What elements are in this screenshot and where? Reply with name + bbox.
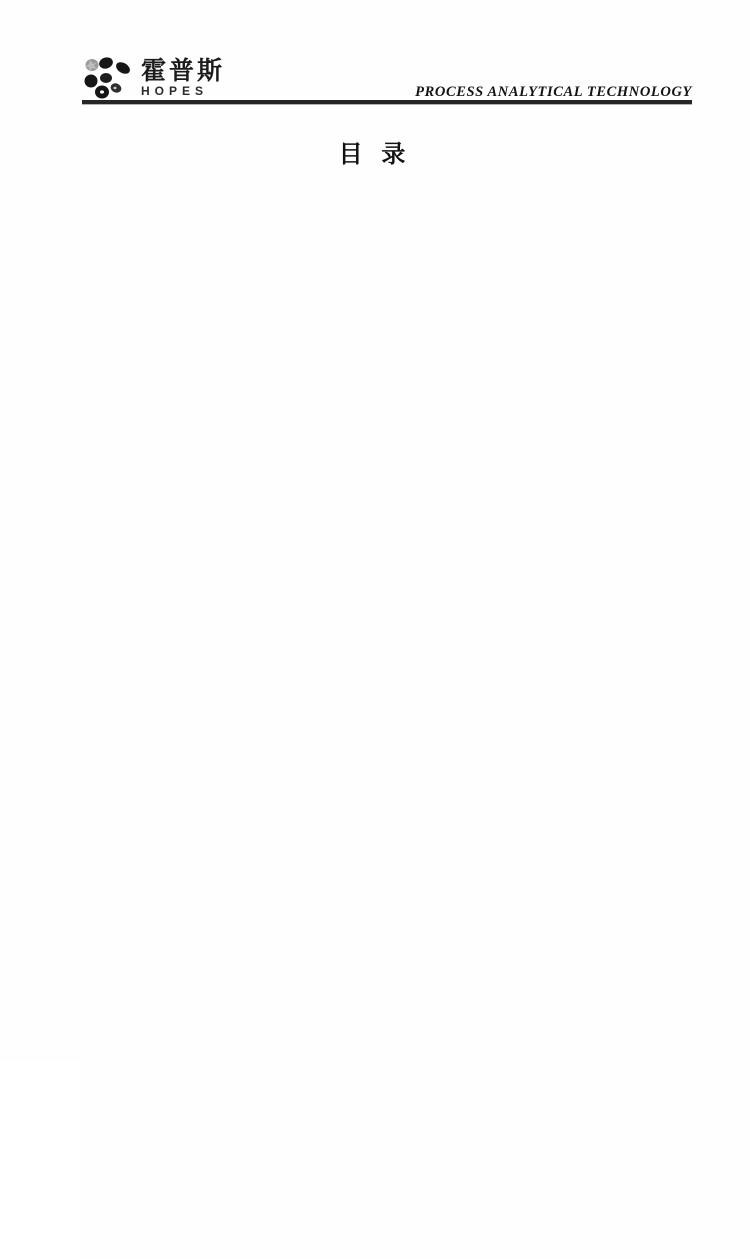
page-header bbox=[82, 55, 692, 105]
toc-entry bbox=[82, 845, 692, 865]
brand-name-cn: 霍普斯 bbox=[141, 57, 226, 85]
header-tagline: PROCESS ANALYTICAL TECHNOLOGY bbox=[415, 84, 692, 100]
logo-text bbox=[141, 55, 225, 98]
company-logo bbox=[82, 55, 225, 106]
toc-list bbox=[82, 198, 692, 870]
page-title: 目 录 bbox=[338, 141, 412, 168]
panda-blob-logo-icon bbox=[82, 55, 134, 106]
brand-name-en: HOPES bbox=[141, 84, 209, 98]
toc-entry-page-number bbox=[82, 198, 750, 1259]
header-rule bbox=[82, 100, 692, 104]
